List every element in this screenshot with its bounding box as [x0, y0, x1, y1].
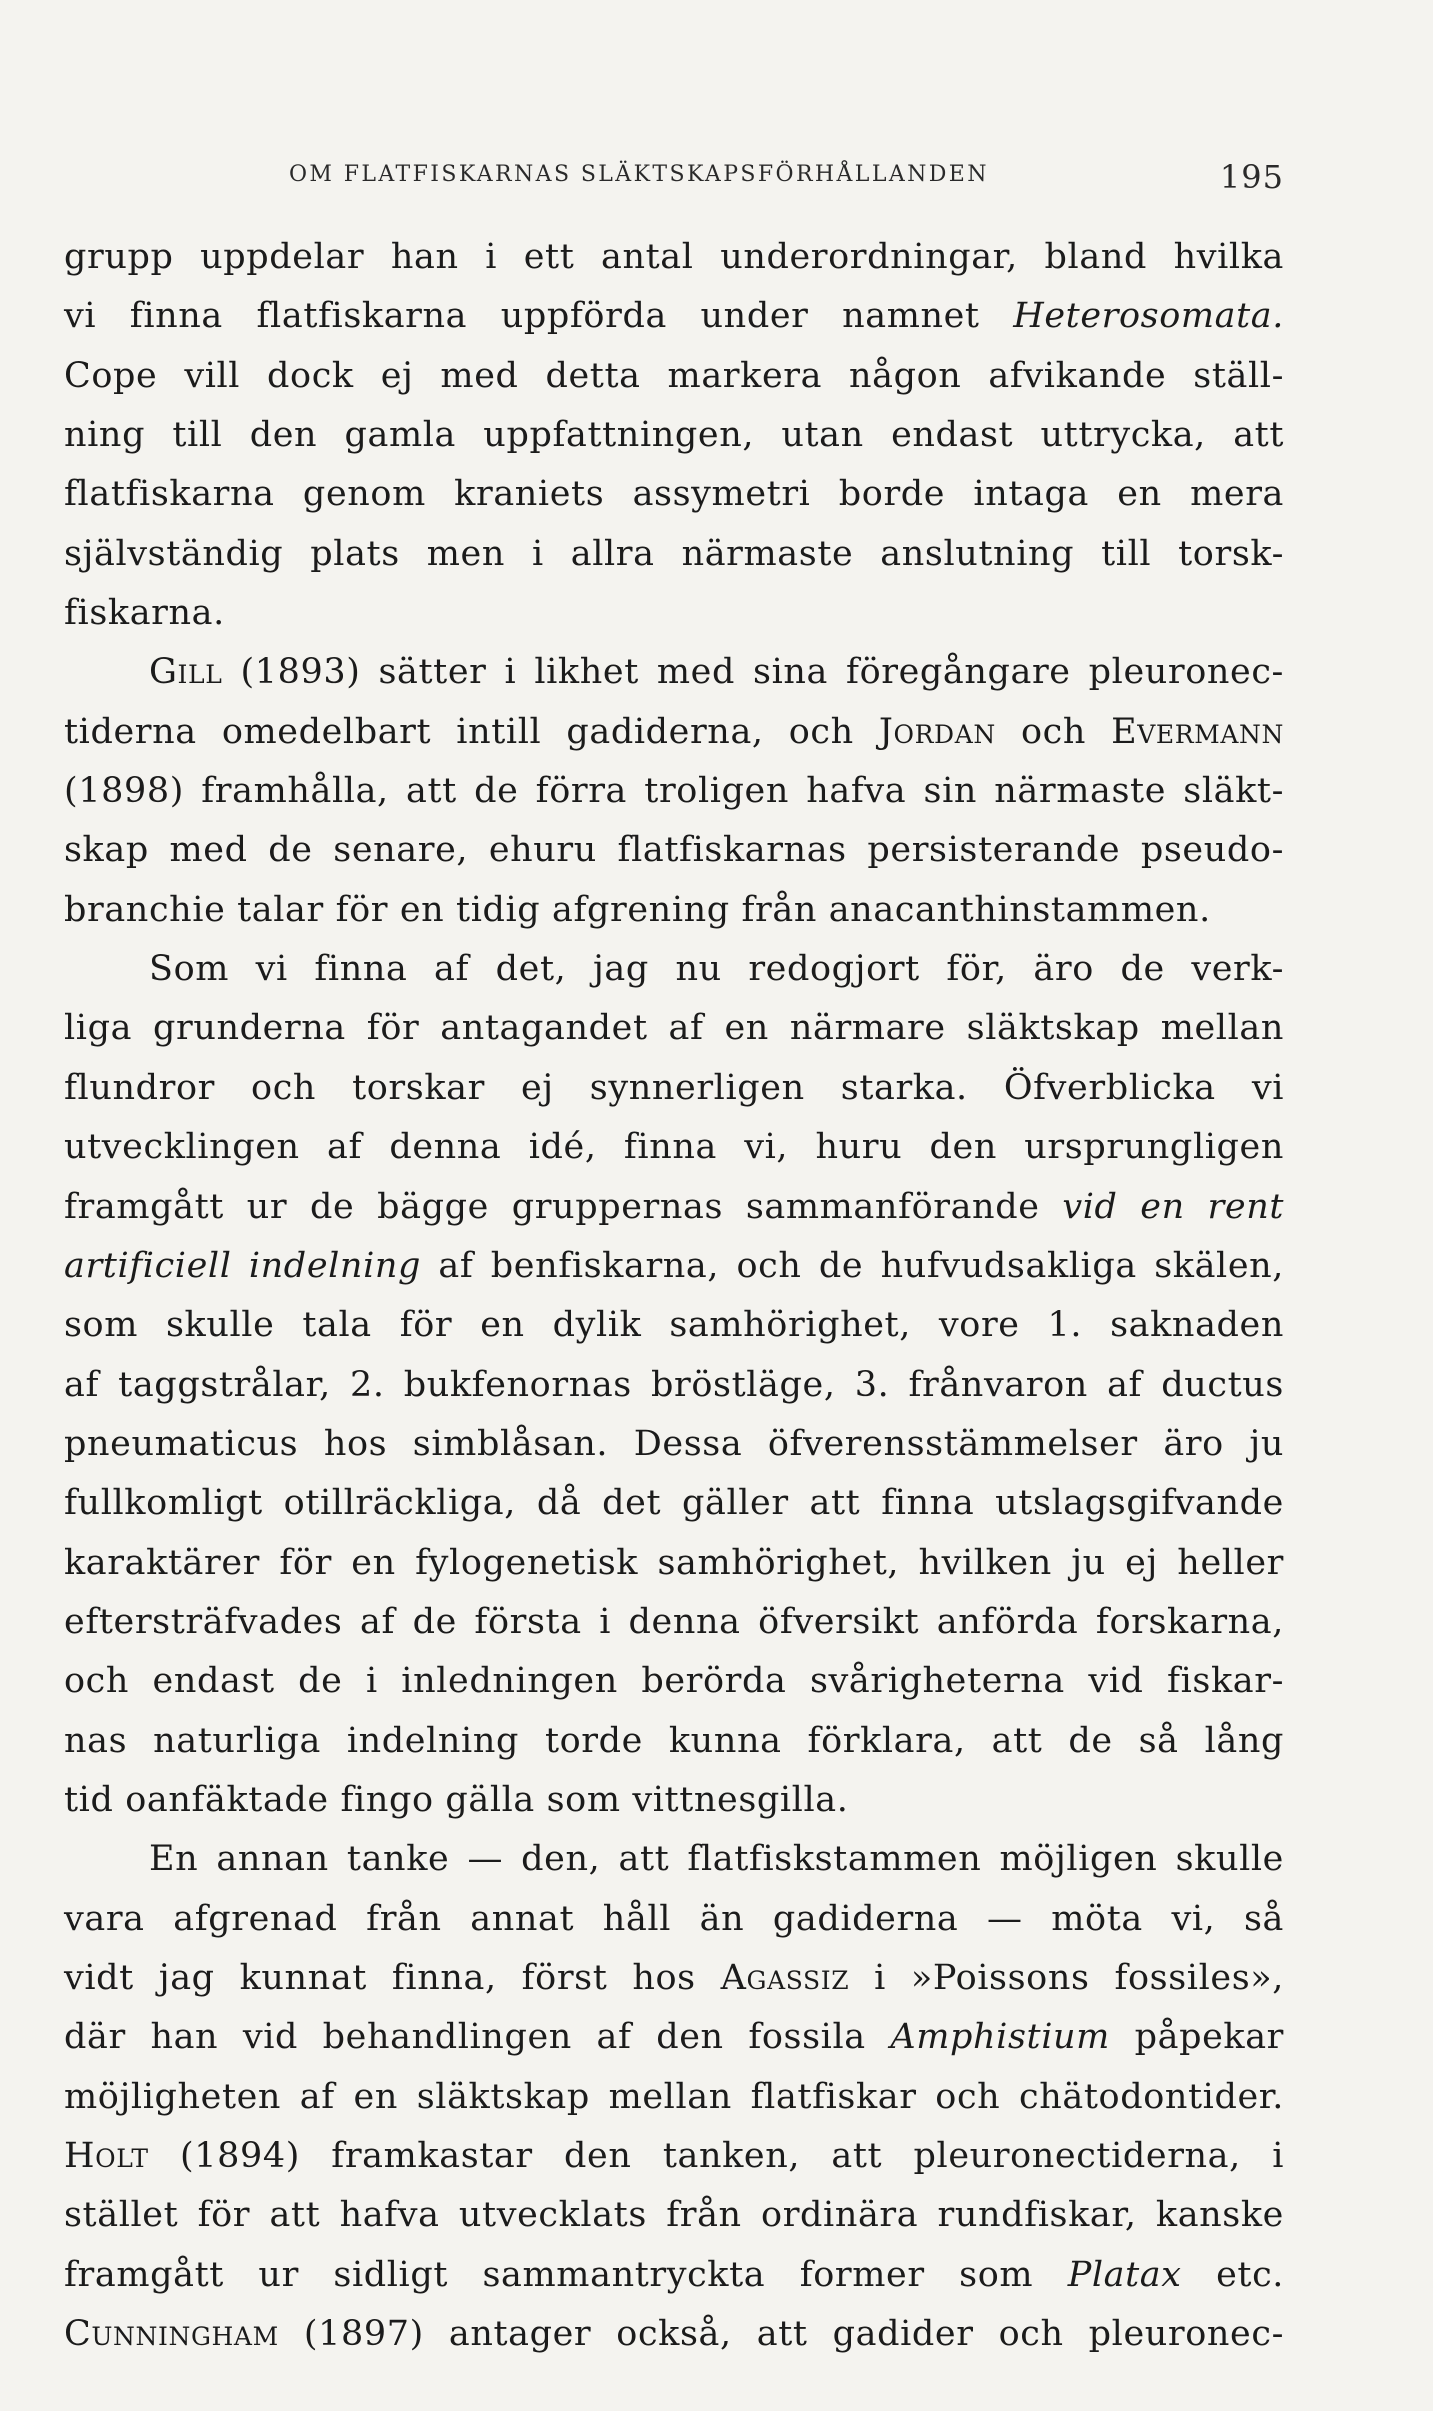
text-line: som skulle tala för en dylik samhörighet, vore 1. saknaden	[64, 1305, 1284, 1346]
paragraph-start: Som vi finna af det, jag nu redogjort för, äro de verk-	[149, 949, 1284, 990]
emphasis: artificiell indelning	[64, 1245, 422, 1286]
text-line: eftersträfvades af de första i denna öfversikt anförda forskarna,	[64, 1601, 1284, 1642]
paragraph-start: Gill (1893) sätter i likhet med sina föregångare pleuronec-	[149, 652, 1284, 693]
text-line: artificiell indelning af benfiskarna, och de hufvudsakliga skälen,	[64, 1245, 1285, 1286]
text-line: karaktärer för en fylogenetisk samhörighet, hvilken ju ej heller	[64, 1542, 1284, 1583]
text-line: (1898) framhålla, att de förra troligen hafva sin närmaste släkt-	[64, 771, 1284, 812]
text-line: framgått ur de bägge gruppernas sammanförande vid en rent	[64, 1186, 1284, 1227]
running-title: OM FLATFISKARNAS SLÄKTSKAPSFÖRHÅLLANDEN	[289, 162, 989, 187]
text-line: fullkomligt otillräckliga, då det gäller att finna utslagsgifvande	[64, 1483, 1284, 1524]
text-line: tiderna omedelbart intill gadiderna, och Jordan och Evermann	[64, 711, 1284, 752]
text-line: branchie talar för en tidig afgrening från anacanthinstammen.	[64, 889, 1211, 930]
text-line: liga grunderna för antagandet af en närmare släktskap mellan	[64, 1008, 1284, 1049]
text-line: möjligheten af en släktskap mellan flatfiskar och chätodontider.	[64, 2076, 1284, 2117]
text-line: pneumaticus hos simblåsan. Dessa öfverensstämmelser äro ju	[64, 1423, 1284, 1464]
text-line: Cunningham (1897) antager också, att gadider och pleuronec-	[64, 2314, 1285, 2355]
text-line: vara afgrenad från annat håll än gadiderna — möta vi, så	[64, 1898, 1284, 1939]
text-line: stället för att hafva utvecklats från ordinära rundfiskar, kanske	[64, 2195, 1284, 2236]
author-name: Jordan	[878, 711, 996, 752]
taxon-name: Platax	[1067, 2254, 1182, 2295]
text-line: af taggstrålar, 2. bukfenornas bröstläge, 3. frånvaron af ductus	[64, 1364, 1284, 1405]
page-number: 195	[1219, 158, 1284, 196]
author-name: Gill	[149, 652, 223, 693]
author-name: Evermann	[1111, 711, 1284, 752]
text-line: skap med de senare, ehuru flatfiskarnas persisterande pseudo-	[64, 830, 1284, 871]
text-line: vidt jag kunnat finna, först hos Agassiz i »Poissons fossiles»,	[64, 1957, 1284, 1998]
text-line: självständig plats men i allra närmaste anslutning till torsk-	[64, 533, 1284, 574]
text-line: fiskarna.	[64, 593, 225, 634]
paragraph-start: En annan tanke — den, att flatfiskstammen möjligen skulle	[149, 1839, 1284, 1880]
text-line: där han vid behandlingen af den fossila Amphistium påpekar	[64, 2017, 1284, 2058]
text-line: flatfiskarna genom kraniets assymetri borde intaga en mera	[64, 474, 1284, 515]
text-line: tid oanfäktade fingo gälla som vittnesgilla.	[64, 1779, 849, 1820]
taxon-name: Heterosomata.	[1013, 296, 1284, 337]
text-line: flundror och torskar ej synnerligen starka. Öfverblicka vi	[64, 1067, 1284, 1108]
text-line: nas naturliga indelning torde kunna förklara, att de så lång	[64, 1720, 1284, 1761]
body-text	[64, 228, 1284, 2364]
taxon-name: Amphistium	[890, 2017, 1110, 2058]
text-line: vi finna flatfiskarna uppförda under namnet Heterosomata.	[64, 296, 1284, 337]
text-line: grupp uppdelar han i ett antal underordningar, bland hvilka	[64, 237, 1284, 277]
running-head	[64, 158, 1284, 202]
text-line: framgått ur sidligt sammantryckta former som Platax etc.	[64, 2254, 1284, 2295]
text-line: Holt (1894) framkastar den tanken, att pleuronectiderna, i	[64, 2136, 1284, 2176]
author-name: Holt	[64, 2136, 149, 2176]
emphasis: vid en rent	[1062, 1186, 1284, 1227]
text-line: utvecklingen af denna idé, finna vi, huru den ursprungligen	[64, 1127, 1284, 1168]
author-name: Agassiz	[720, 1957, 850, 1998]
text-line: och endast de i inledningen berörda svårigheterna vid fiskar-	[64, 1661, 1284, 1702]
text-line: ning till den gamla uppfattningen, utan endast uttrycka, att	[64, 415, 1284, 456]
author-name: Cunningham	[64, 2314, 279, 2355]
text-line: Cope vill dock ej med detta markera någon afvikande ställ-	[64, 355, 1284, 396]
